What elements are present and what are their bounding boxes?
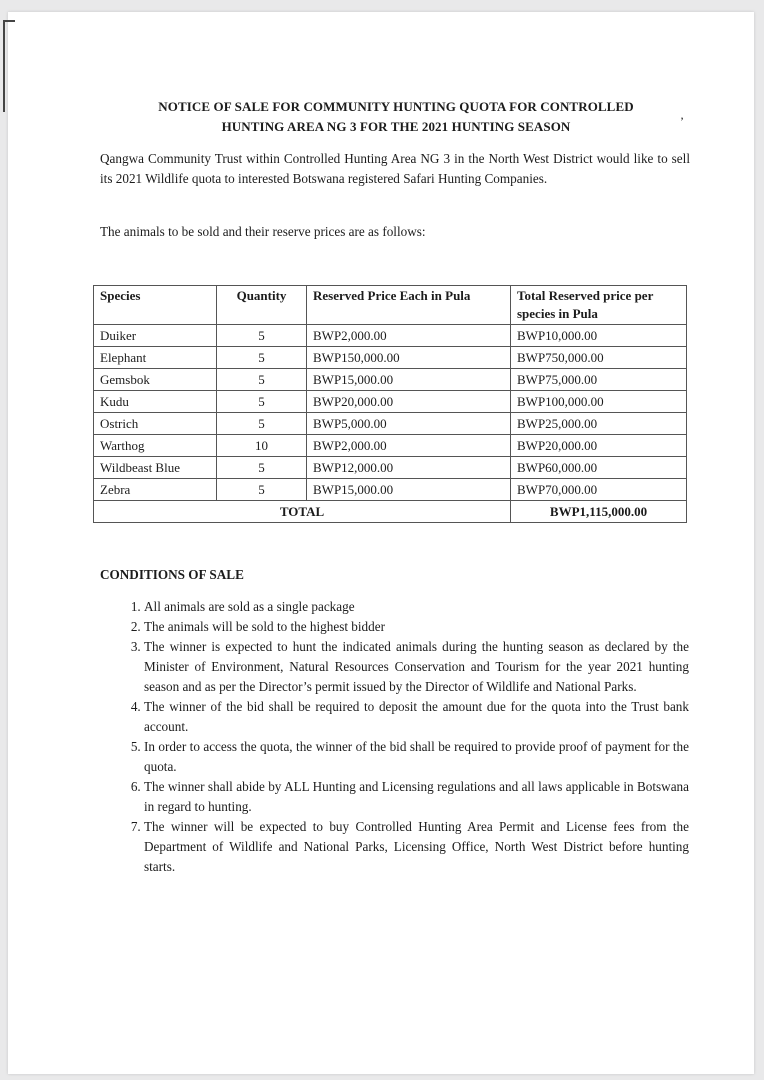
title-line-2: HUNTING AREA NG 3 FOR THE 2021 HUNTING SEASON <box>221 119 571 134</box>
cell-price-each: BWP12,000.00 <box>307 457 511 479</box>
table-row <box>94 413 687 435</box>
list-item: 7. The winner will be expected to buy Controlled Hunting Area Permit and License fees from the Department of Wildlife and National Parks, Licensing Office, North West District before hunting starts. <box>144 817 689 877</box>
table-row <box>94 391 687 413</box>
table-row <box>94 325 687 347</box>
cell-species: Duiker <box>94 325 217 347</box>
lead-sentence: The animals to be sold and their reserve prices are as follows: <box>100 224 426 239</box>
cell-quantity: 5 <box>217 325 307 347</box>
cell-total: BWP70,000.00 <box>511 479 687 501</box>
header-species: Species <box>94 286 217 325</box>
header-price-each: Reserved Price Each in Pula <box>307 286 511 325</box>
cell-species: Gemsbok <box>94 369 217 391</box>
list-item: 6. The winner shall abide by ALL Hunting and Licensing regulations and all laws applicable in Botswana in regard to hunting. <box>144 777 689 817</box>
cell-price-each: BWP2,000.00 <box>307 435 511 457</box>
cell-species: Wildbeast Blue <box>94 457 217 479</box>
cell-quantity: 5 <box>217 369 307 391</box>
cell-price-each: BWP15,000.00 <box>307 369 511 391</box>
list-item: 1. All animals are sold as a single package <box>144 597 689 617</box>
cell-total: BWP20,000.00 <box>511 435 687 457</box>
cell-quantity: 5 <box>217 391 307 413</box>
cell-price-each: BWP2,000.00 <box>307 325 511 347</box>
cell-total: BWP10,000.00 <box>511 325 687 347</box>
cell-quantity: 10 <box>217 435 307 457</box>
cell-species: Warthog <box>94 435 217 457</box>
table-total-row <box>94 501 687 523</box>
cell-quantity: 5 <box>217 347 307 369</box>
cell-price-each: BWP150,000.00 <box>307 347 511 369</box>
table-header-row <box>94 286 687 325</box>
cell-total: BWP75,000.00 <box>511 369 687 391</box>
header-total-price: Total Reserved price per species in Pula <box>511 286 687 325</box>
list-item: 2. The animals will be sold to the highest bidder <box>144 617 689 637</box>
quota-table <box>93 285 687 523</box>
cell-total: BWP750,000.00 <box>511 347 687 369</box>
cell-quantity: 5 <box>217 413 307 435</box>
cell-species: Zebra <box>94 479 217 501</box>
table-row <box>94 457 687 479</box>
list-item: 4. The winner of the bid shall be required to deposit the amount due for the quota into the Trust bank account. <box>144 697 689 737</box>
title-line-1: NOTICE OF SALE FOR COMMUNITY HUNTING QUOTA FOR CONTROLLED <box>158 99 634 114</box>
cell-quantity: 5 <box>217 457 307 479</box>
cell-price-each: BWP20,000.00 <box>307 391 511 413</box>
cell-species: Ostrich <box>94 413 217 435</box>
cell-total: BWP25,000.00 <box>511 413 687 435</box>
cell-species: Elephant <box>94 347 217 369</box>
stray-mark: ’ <box>680 114 684 128</box>
total-value: BWP1,115,000.00 <box>511 501 687 523</box>
table-row <box>94 435 687 457</box>
cell-total: BWP60,000.00 <box>511 457 687 479</box>
list-item: 5. In order to access the quota, the winner of the bid shall be required to provide proof of payment for the quota. <box>144 737 689 777</box>
notice-title <box>100 97 692 137</box>
table-row <box>94 369 687 391</box>
cell-total: BWP100,000.00 <box>511 391 687 413</box>
scan-corner-mark <box>3 20 15 112</box>
list-item: 3. The winner is expected to hunt the indicated animals during the hunting season as declared by the Minister of Environment, Natural Resources Conservation and Tourism for the year 2021 hunting season and as per the Director’s permit issued by the Director of Wildlife and National Parks. <box>144 637 689 697</box>
cell-quantity: 5 <box>217 479 307 501</box>
conditions-title: CONDITIONS OF SALE <box>100 567 244 582</box>
header-quantity: Quantity <box>217 286 307 325</box>
table-row <box>94 479 687 501</box>
cell-price-each: BWP5,000.00 <box>307 413 511 435</box>
total-label: TOTAL <box>94 501 511 523</box>
cell-price-each: BWP15,000.00 <box>307 479 511 501</box>
intro-paragraph: Qangwa Community Trust within Controlled Hunting Area NG 3 in the North West District would like to sell its 2021 Wildlife quota to interested Botswana registered Safari Hunting Companies. <box>100 151 690 186</box>
conditions-list <box>100 597 689 877</box>
cell-species: Kudu <box>94 391 217 413</box>
table-row <box>94 347 687 369</box>
